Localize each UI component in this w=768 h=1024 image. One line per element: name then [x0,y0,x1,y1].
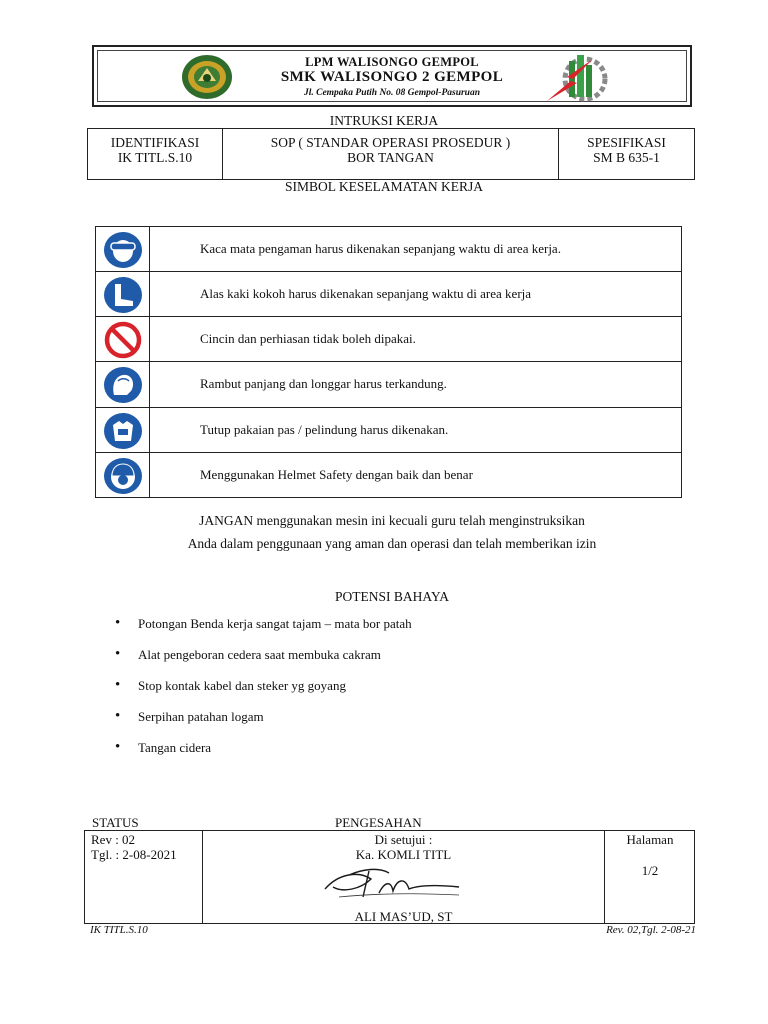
status-cell [85,831,203,923]
approval-cell [203,831,605,923]
hazard-list [115,616,412,771]
list-item: • Potongan Benda kerja sangat tajam – mata bor patah [115,616,412,647]
symbols-title: SIMBOL KESELAMATAN KERJA [285,179,483,194]
identification-label: IDENTIFIKASI [110,135,200,150]
notice-line-1: JANGAN menggunakan mesin ini kecuali guru telah menginstruksikan [199,513,585,528]
footer-revision: Rev. 02,Tgl. 2-08-21 [606,924,696,936]
symbol-icon-cell [96,362,150,407]
revision-date: Tgl. : 2-08-2021 [91,847,177,862]
list-item: • Serpihan patahan logam [115,709,412,740]
specification-code: SM B 635-1 [593,150,660,165]
page-cell [604,831,696,923]
institution-name: LPM WALISONGO GEMPOL [305,55,479,69]
sop-title: SOP ( STANDAR OPERASI PROSEDUR ) [270,135,511,150]
list-item: • Alat pengeboran cedera saat membuka cakram [115,647,412,678]
symbol-icon-cell [96,408,150,453]
approval-table [84,830,695,924]
prohibition-icon [101,320,145,360]
list-item: • Tangan cidera [115,740,412,771]
approver-name: ALI MAS’UD, ST [354,909,453,924]
symbol-icon-cell [96,272,150,317]
symbol-text: Rambut panjang dan longgar harus terkandung. [200,376,447,391]
specification-label: SPESIFIKASI [587,135,666,150]
approval-section-label: PENGESAHAN [335,815,422,830]
symbol-row [95,361,682,407]
page-label: Halaman [626,832,674,847]
specification-box [558,128,695,180]
symbol-text: Tutup pakaian pas / pelindung harus dikenakan. [200,422,449,437]
letterhead [92,45,692,107]
symbol-row [95,407,682,453]
hair-tied-icon [101,365,145,405]
symbol-icon-cell [96,453,150,497]
symbol-row [95,452,682,498]
status-label: STATUS [92,815,139,830]
symbol-text: Menggunakan Helmet Safety dengan baik dan benar [200,467,473,482]
document-type: INTRUKSI KERJA [329,113,439,128]
notice-line-2: Anda dalam penggunaan yang aman dan operasi dan telah memberikan izin [187,536,597,551]
hazard-title: POTENSI BAHAYA [335,589,449,604]
school-name: SMK WALISONGO 2 GEMPOL [280,69,504,85]
approved-label: Di setujui : [374,832,433,847]
safety-goggles-icon [101,230,145,270]
protective-clothing-icon [101,411,145,451]
school-address: Jl. Cempaka Putih No. 08 Gempol-Pasuruan [303,88,481,98]
symbol-icon-cell [96,317,150,362]
safety-boots-icon [101,275,145,315]
approver-role: Ka. KOMLI TITL [355,847,452,862]
sop-subject: BOR TANGAN [347,150,434,165]
identification-box [87,128,223,180]
safety-symbols-table [95,226,682,498]
symbol-row [95,316,682,362]
list-item: • Stop kontak kabel dan steker yg goyang [115,678,412,709]
symbol-icon-cell [96,227,150,272]
symbol-text: Cincin dan perhiasan tidak boleh dipakai. [200,331,416,346]
symbol-row [95,226,682,272]
safety-helmet-icon [101,456,145,496]
symbol-row [95,271,682,317]
symbol-text: Alas kaki kokoh harus dikenakan sepanjang waktu di area kerja [200,286,532,301]
symbol-text: Kaca mata pengaman harus dikenakan sepanjang waktu di area kerja. [200,241,561,256]
signature-image [319,863,469,903]
identification-code: IK TITL.S.10 [117,150,193,165]
page-number: 1/2 [641,863,659,878]
sop-title-box [222,128,559,180]
footer-doc-code: IK TITL.S.10 [90,924,148,936]
revision-text: Rev : 02 [91,832,136,847]
